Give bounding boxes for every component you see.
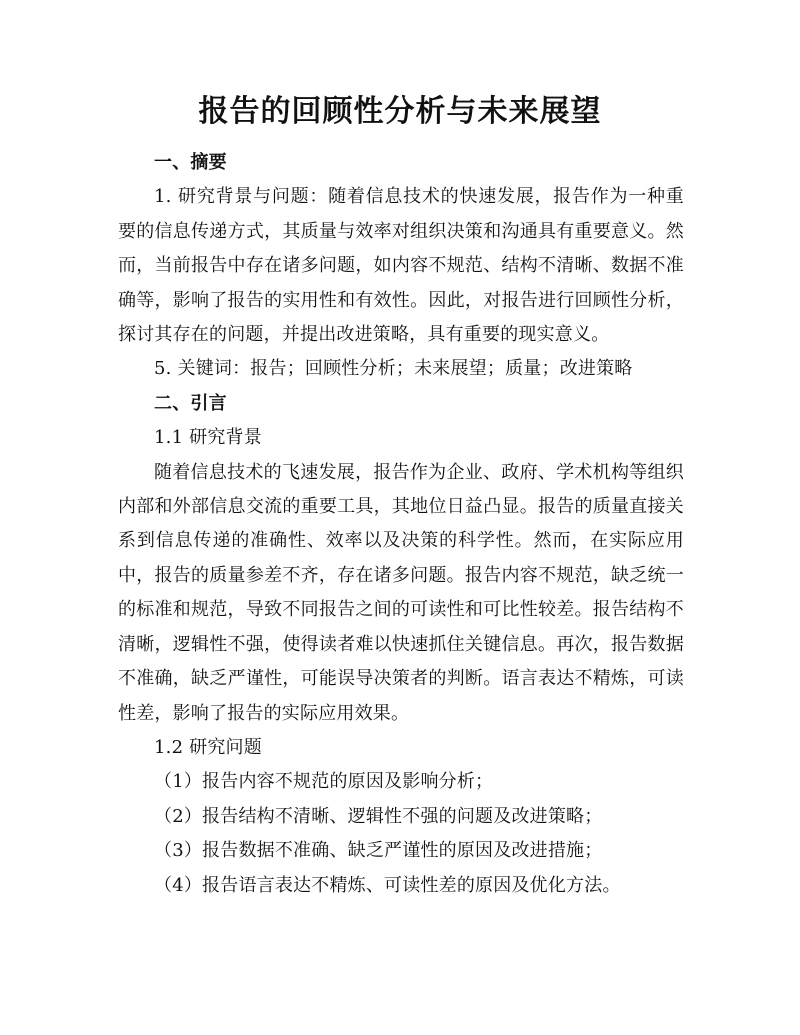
list-item: （1）报告内容不规范的原因及影响分析； (154, 771, 494, 793)
subsection-heading-questions: 1.2 研究问题 (154, 736, 262, 758)
abstract-paragraph-keywords: 5. 关键词：报告；回顾性分析；未来展望；质量；改进策略 (154, 358, 633, 380)
document-title: 报告的回顾性分析与未来展望 (198, 94, 602, 129)
introduction-paragraph-background: 随着信息技术的飞速发展，报告作为企业、政府、学术机构等组织内部和外部信息交流的重要工具，其地位日益凸显。报告的质量直接关系到信息传递的准确性、效率以及决策的科学性。然而，在实际应用中，报告的质量参差不齐，存在诸多问题。报告内容不规范，缺乏统一的标准和规范，导致不同报告之间的可读性和可比性较差。报告结构不清晰，逻辑性不强，使得读者难以快速抓住关键信息。再次，报告数据不准确，缺乏严谨性，可能误导决策者的判断。语言表达不精炼，可读性差，影响了报告的实际应用效果。 (118, 461, 684, 724)
subsection-heading-background: 1.1 研究背景 (154, 427, 262, 449)
section-heading-abstract: 一、摘要 (154, 152, 227, 173)
list-item: （2）报告结构不清晰、逻辑性不强的问题及改进策略； (154, 805, 603, 827)
abstract-paragraph-background: 1. 研究背景与问题：随着信息技术的快速发展，报告作为一种重要的信息传递方式，其质量与效率对组织决策和沟通具有重要意义。然而，当前报告中存在诸多问题，如内容不规范、结构不清晰、数据不准确等，影响了报告的实用性和有效性。因此，对报告进行回顾性分析，探讨其存在的问题，并提出改进策略，具有重要的现实意义。 (118, 186, 684, 346)
document-body (118, 146, 684, 903)
list-item: （4）报告语言表达不精炼、可读性差的原因及优化方法。 (154, 874, 621, 896)
section-heading-introduction: 二、引言 (154, 392, 227, 414)
list-item: （3）报告数据不准确、缺乏严谨性的原因及改进措施； (154, 840, 603, 862)
